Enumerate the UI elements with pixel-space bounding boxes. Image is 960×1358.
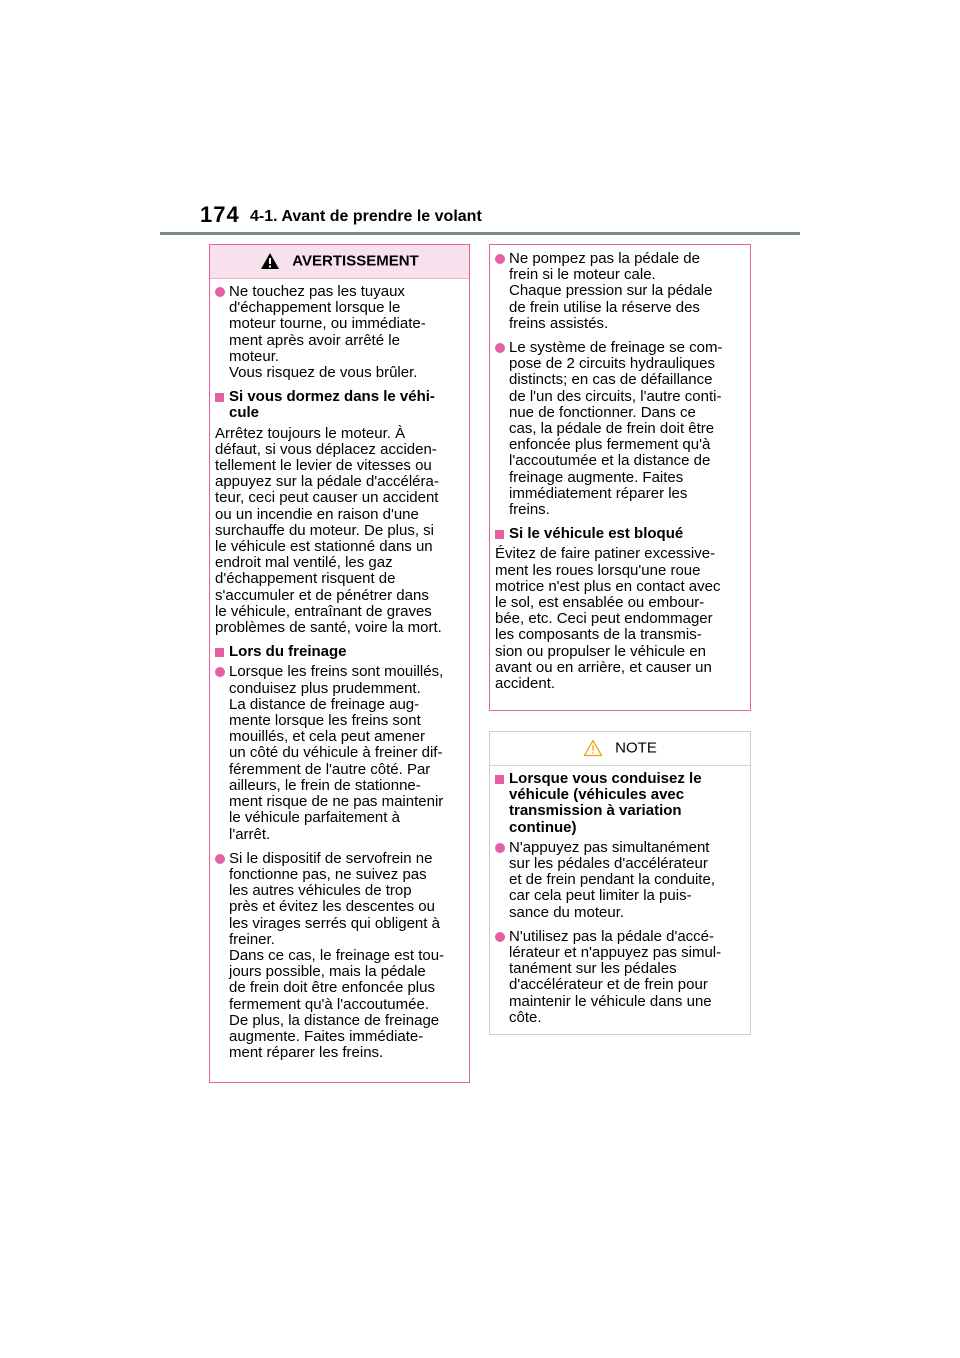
- text-line: Ne pompez pas la pédale de: [509, 250, 700, 267]
- text-line: s'accumuler et de pénétrer dans: [215, 586, 429, 604]
- header-rule: [160, 232, 800, 235]
- text-line: appuyez sur la pédale d'accéléra-: [215, 473, 439, 491]
- text-line: ailleurs, le frein de stationne-: [229, 776, 421, 794]
- subheading: [495, 771, 744, 836]
- text-line: sion ou propulser le véhicule en: [495, 642, 706, 660]
- text-line: tellement le levier de vitesses ou: [215, 457, 432, 475]
- text-line: d'échappement risquent de: [215, 570, 396, 588]
- text-line: Si le dispositif de servofrein ne: [229, 849, 433, 867]
- text-line: problèmes de santé, voire la mort.: [215, 619, 442, 637]
- text-line: Si vous dormez dans le véhi-: [229, 388, 435, 406]
- bullet-dot-icon: [495, 843, 505, 853]
- text-line: véhicule (véhicules avec: [509, 786, 685, 804]
- bullet-item: [495, 340, 744, 518]
- text-line: La distance de freinage aug-: [229, 695, 420, 713]
- text-line: conduisez plus prudemment.: [229, 679, 421, 697]
- bullet-dot-icon: [215, 287, 225, 297]
- text-line: Ne touchez pas les tuyaux: [229, 283, 405, 300]
- text-line: d'accélérateur et de frein pour: [509, 976, 708, 994]
- paragraph: [215, 426, 463, 637]
- text-line: nue de fonctionner. Dans ce: [509, 403, 696, 421]
- text-line: Évitez de faire patiner excessive-: [495, 545, 716, 563]
- text-line: freiner.: [229, 930, 275, 948]
- text-line: fonctionne pas, ne suivez pas: [229, 865, 427, 883]
- text-line: jours possible, mais la pédale: [229, 963, 426, 981]
- text-line: et de frein pendant la conduite,: [509, 871, 715, 889]
- text-line: avant ou en arrière, et causer un: [495, 658, 712, 676]
- text-line: immédiatement réparer les: [509, 484, 688, 502]
- text-line: Lorsque vous conduisez le: [509, 770, 702, 787]
- bullet-item: [495, 929, 744, 1026]
- text-line: freinage augmente. Faites: [509, 468, 684, 486]
- text-line: enfoncée plus fermement qu'à: [509, 436, 711, 454]
- subheading: [215, 389, 463, 421]
- text-line: ment réparer les freins.: [229, 1044, 384, 1062]
- text-line: défaut, si vous déplacez acciden-: [215, 440, 437, 458]
- warning-box-header: [210, 245, 469, 279]
- note-title: NOTE: [615, 739, 657, 757]
- text-line: teur, ceci peut causer un accident: [215, 489, 439, 507]
- text-line: Lors du freinage: [229, 643, 347, 661]
- text-line: de frein utilise la réserve des: [509, 298, 700, 316]
- bullet-item: [215, 851, 463, 1062]
- square-bullet-icon: [495, 775, 504, 784]
- text-line: bée, etc. Ceci peut endommager: [495, 610, 713, 628]
- bullet-dot-icon: [495, 932, 505, 942]
- text-line: distincts; en cas de défaillance: [509, 371, 713, 389]
- text-line: sur les pédales d'accélérateur: [509, 855, 708, 873]
- text-line: Dans ce cas, le freinage est tou-: [229, 946, 445, 964]
- text-line: cas, la pédale de frein doit être: [509, 420, 715, 438]
- text-line: Lorsque les freins sont mouillés,: [229, 663, 444, 681]
- bullet-item: [215, 664, 463, 842]
- text-line: l'accoutumée et la distance de: [509, 452, 711, 470]
- text-line: de l'un des circuits, l'autre conti-: [509, 387, 722, 405]
- paragraph: [495, 546, 744, 692]
- text-line: près et évitez les descentes ou: [229, 898, 435, 916]
- subheading: [495, 526, 744, 542]
- text-line: freins assistés.: [509, 314, 609, 332]
- bullet-dot-icon: [495, 254, 505, 264]
- bullet-dot-icon: [215, 854, 225, 864]
- text-line: ment après avoir arrêté le: [229, 331, 400, 349]
- square-bullet-icon: [215, 393, 224, 402]
- text-line: d'échappement lorsque le: [229, 299, 401, 317]
- text-line: endroit mal ventilé, les gaz: [215, 554, 393, 572]
- text-line: Chaque pression sur la pédale: [509, 282, 713, 300]
- text-line: l'arrêt.: [229, 825, 271, 843]
- text-line: ou un incendie en raison d'une: [215, 505, 419, 523]
- bullet-item: [495, 840, 744, 921]
- text-line: pose de 2 circuits hydrauliques: [509, 355, 715, 373]
- text-line: motrice n'est plus en contact avec: [495, 577, 721, 595]
- text-line: les composants de la transmis-: [495, 626, 702, 644]
- bullet-item: [215, 284, 463, 381]
- square-bullet-icon: [495, 530, 504, 539]
- text-line: Arrêtez toujours le moteur. À: [215, 424, 406, 442]
- subheading: [215, 644, 463, 660]
- text-line: frein si le moteur cale.: [509, 266, 656, 284]
- text-line: sance du moteur.: [509, 903, 625, 921]
- text-line: N'utilisez pas la pédale d'accé-: [509, 927, 715, 945]
- text-line: ment risque de ne pas maintenir: [229, 793, 444, 811]
- text-line: mente lorsque les freins sont: [229, 712, 421, 730]
- text-line: côte.: [509, 1008, 542, 1026]
- bullet-dot-icon: [495, 343, 505, 353]
- note-box: [489, 731, 751, 1035]
- section-title: 4-1. Avant de prendre le volant: [250, 208, 482, 225]
- warning-box-right: [489, 244, 751, 711]
- text-line: les autres véhicules de trop: [229, 882, 412, 900]
- square-bullet-icon: [215, 648, 224, 657]
- text-line: Vous risquez de vous brûler.: [229, 364, 418, 382]
- bullet-dot-icon: [215, 667, 225, 677]
- page-number: 174: [200, 202, 240, 227]
- text-line: Le système de freinage se com-: [509, 339, 723, 357]
- text-line: mouillés, et cela peut amener: [229, 728, 425, 746]
- text-line: moteur tourne, ou immédiate-: [229, 315, 426, 333]
- warning-title: AVERTISSEMENT: [292, 252, 419, 270]
- text-line: continue): [509, 818, 577, 836]
- text-line: freins.: [509, 501, 550, 519]
- note-box-header: [490, 732, 750, 766]
- text-line: moteur.: [229, 347, 280, 365]
- warning-triangle-icon: [260, 252, 280, 270]
- text-line: cule: [229, 404, 260, 422]
- text-line: car cela peut limiter la puis-: [509, 887, 692, 905]
- text-line: accident.: [495, 675, 556, 693]
- text-line: le véhicule, entraînant de graves: [215, 602, 432, 620]
- text-line: surchauffe du moteur. De plus, si: [215, 521, 435, 539]
- text-line: ment les roues lorsqu'une roue: [495, 561, 701, 579]
- page-header: [200, 202, 800, 234]
- text-line: féremment de l'autre côté. Par: [229, 760, 431, 778]
- text-line: De plus, la distance de freinage: [229, 1011, 440, 1029]
- text-line: les virages serrés qui obligent à: [229, 914, 440, 932]
- warning-box-left: [209, 244, 470, 1083]
- text-line: un côté du véhicule à freiner dif-: [229, 744, 443, 762]
- bullet-item: [495, 251, 744, 332]
- text-line: lérateur et n'appuyez pas simul-: [509, 944, 722, 962]
- text-line: le véhicule parfaitement à: [229, 809, 400, 827]
- text-line: de frein doit être enfoncée plus: [229, 979, 435, 997]
- caution-triangle-icon: [583, 739, 603, 757]
- text-line: tanément sur les pédales: [509, 960, 677, 978]
- text-line: maintenir le véhicule dans une: [509, 992, 712, 1010]
- text-line: Si le véhicule est bloqué: [509, 525, 684, 543]
- text-line: N'appuyez pas simultanément: [509, 838, 710, 856]
- text-line: fermement qu'à l'accoutumée.: [229, 995, 429, 1013]
- text-line: le véhicule est stationné dans un: [215, 538, 433, 556]
- text-line: le sol, est ensablée ou embour-: [495, 594, 705, 612]
- text-line: augmente. Faites immédiate-: [229, 1027, 424, 1045]
- text-line: transmission à variation: [509, 802, 682, 820]
